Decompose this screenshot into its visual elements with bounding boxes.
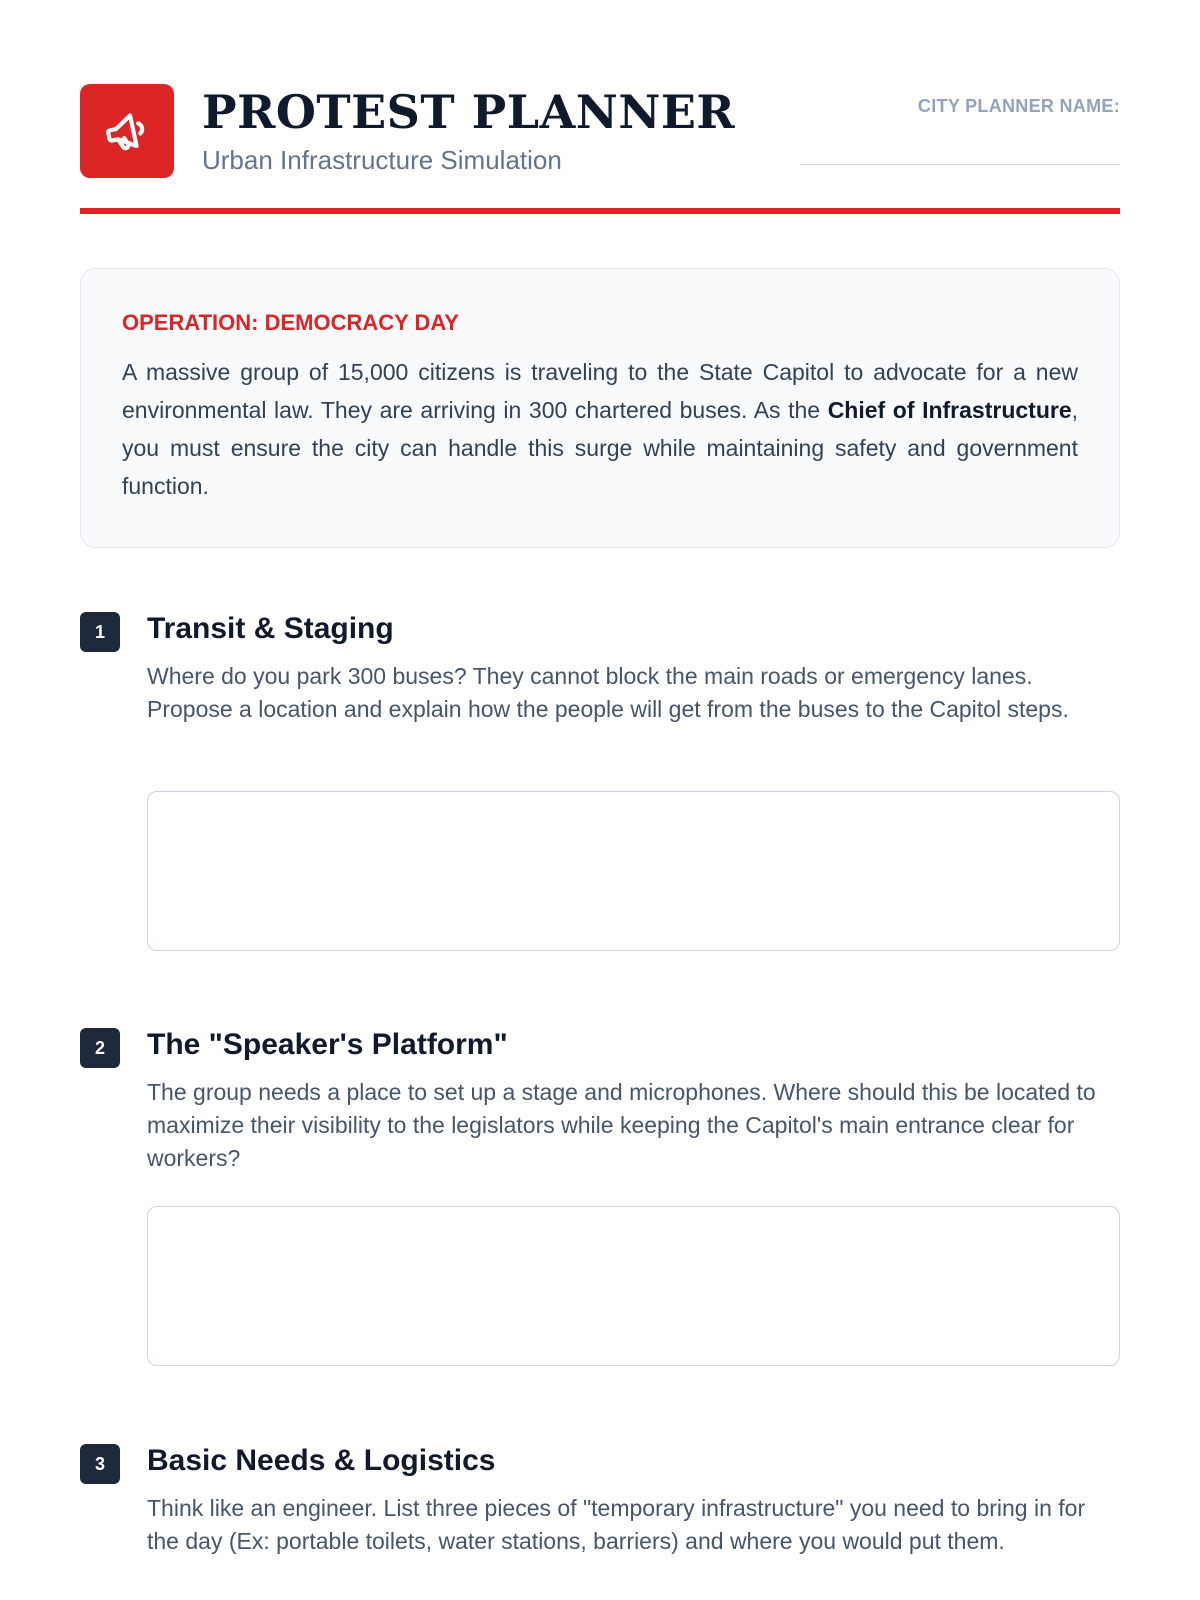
header-divider bbox=[80, 208, 1120, 214]
briefing-text-part: A massive group of 15,000 citizens is traveling to the State Capitol to advocate for a new environmental law. They are arriving in 300 chartered buses. As the bbox=[122, 359, 1078, 423]
section-number: 3 bbox=[80, 1444, 120, 1484]
section-number: 2 bbox=[80, 1028, 120, 1068]
section-description: Think like an engineer. List three pieces of "temporary infrastructure" you need to bring in for the day (Ex: portable toilets, water stations, barriers) and where you would put them. bbox=[147, 1495, 1086, 1554]
megaphone-icon bbox=[102, 106, 152, 156]
planner-name-field[interactable] bbox=[800, 164, 1120, 165]
answer-box[interactable] bbox=[147, 1206, 1120, 1366]
section-description: The group needs a place to set up a stage and microphones. Where should this be located to maximize their visibility to the legislators while keeping the Capitol's main entrance clear for workers? bbox=[147, 1079, 1096, 1171]
answer-box[interactable] bbox=[147, 791, 1120, 951]
planner-name-label: CITY PLANNER NAME: bbox=[917, 96, 1120, 116]
briefing-text bbox=[122, 353, 1078, 505]
header bbox=[80, 84, 1120, 174]
page-subtitle: Urban Infrastructure Simulation bbox=[202, 145, 562, 175]
briefing-text-part: , you must ensure the city can handle this surge while maintaining safety and government function. bbox=[122, 397, 1078, 499]
section-description: Where do you park 300 buses? They cannot block the main roads or emergency lanes. Propose a location and explain how the people will get from the buses to the Capitol steps. bbox=[147, 663, 1069, 722]
section-title: The "Speaker's Platform" bbox=[147, 1028, 508, 1061]
section-title: Basic Needs & Logistics bbox=[147, 1444, 496, 1477]
briefing-role-emphasis: Chief of Infrastructure bbox=[827, 397, 1072, 423]
worksheet-page bbox=[80, 0, 1120, 1600]
page-title: PROTEST PLANNER bbox=[202, 85, 736, 139]
logo bbox=[80, 84, 174, 178]
briefing-title: OPERATION: DEMOCRACY DAY bbox=[122, 310, 459, 335]
section-title: Transit & Staging bbox=[147, 612, 394, 645]
section-number: 1 bbox=[80, 612, 120, 652]
briefing-box bbox=[80, 268, 1120, 548]
